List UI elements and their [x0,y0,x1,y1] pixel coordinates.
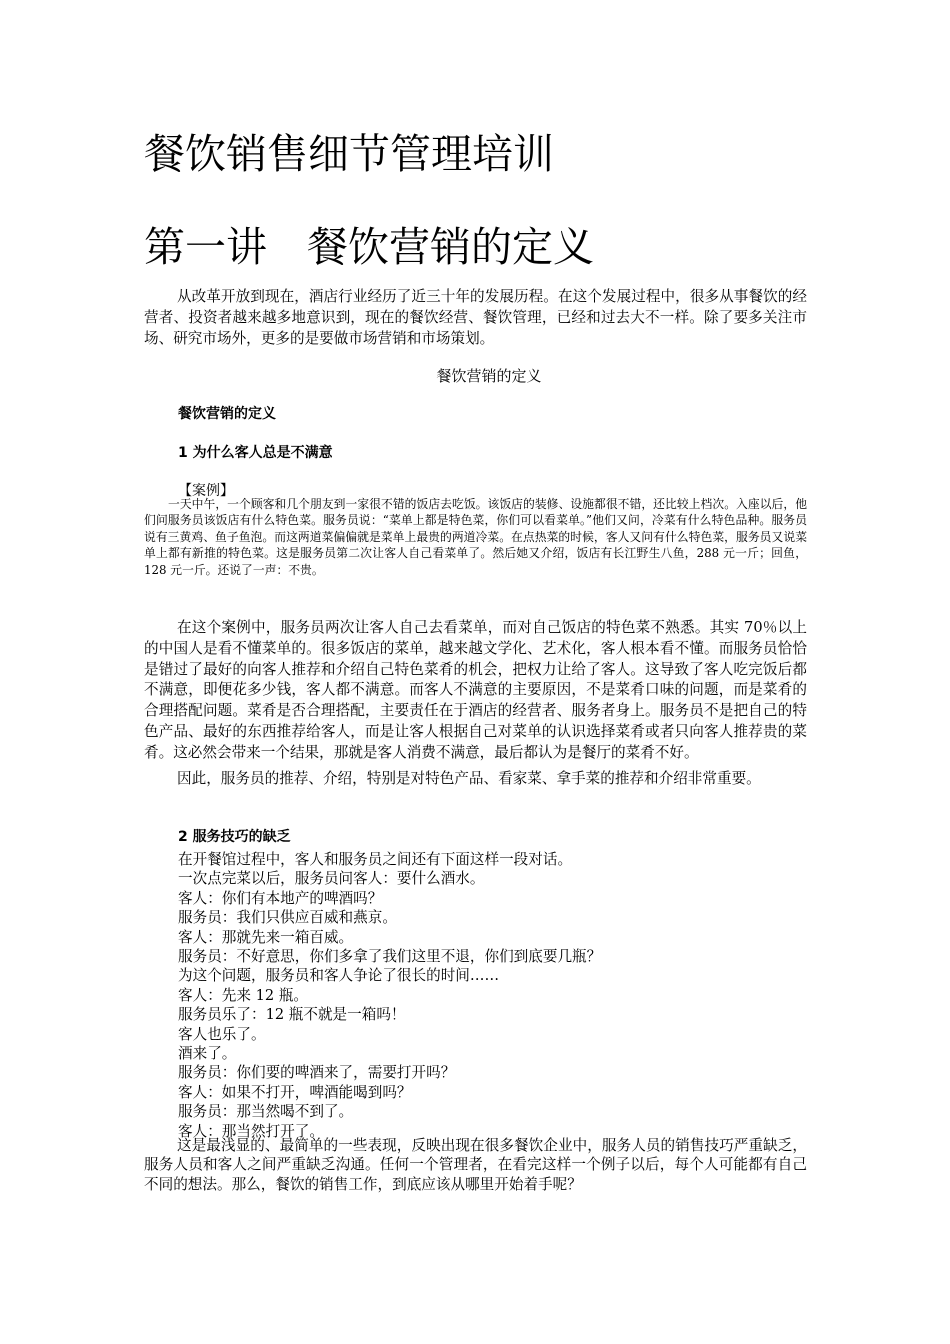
dialogue-line: 客人：如果不打开，啤酒能喝到吗？ [178,1083,412,1101]
dialogue-line: 客人：那当然打开了。 [178,1122,324,1140]
conclusion-paragraph: 因此，服务员的推荐、介绍，特别是对特色产品、看家菜、拿手菜的推荐和介绍非常重要。 [177,770,761,787]
case-text: 一天中午，一个顾客和几个朋友到一家很不错的饭店去吃饭。该饭店的装修、设施都很不错，还比较上档次。入座以后，他们问服务员该饭店有什么特色菜。服务员说：“菜单上都是特色菜，你们可以看菜单。”他们又问，冷菜有什么特色品种。服务员说有三黄鸡、鱼子鱼泡。而这两道菜偏偏就是菜单上最贵的两道冷菜。在点热菜的时候，客人又问有什么特色菜，服务员又说菜单上都有新推的特色菜。这是服务员第二次让客人自己看菜单了。然后她又介绍，饭店有长江野生八鱼，288 元一斤；回鱼，128 元一斤。还说了一声：不贵。 [144,497,807,577]
dialogue-block [178,850,808,1141]
dialogue-line: 服务员：不好意思，你们多拿了我们这里不退，你们到底要几瓶？ [178,948,602,966]
dialogue-line: 服务员：你们要的啤酒来了，需要打开吗？ [178,1064,456,1082]
center-heading: 餐饮营销的定义 [436,367,542,385]
section1-title: 1 为什么客人总是不满意 [178,445,333,461]
lecture-title: 餐饮营销的定义 [307,223,594,271]
analysis-paragraph: 在这个案例中，服务员两次让客人自己去看菜单，而对自己饭店的特色菜不熟悉。其实 70％以上的中国人是看不懂菜单的。很多饭店的菜单，越来越文学化、艺术化，客人根本看不懂。而服务员恰恰是错过了最好的向客人推荐和介绍自己特色菜肴的机会，把权力让给了客人。这导致了客人吃完饭后都不满意，即便花多少钱，客人都不满意。而客人不满意的主要原因，不是菜肴口味的问题，而是菜肴的合理搭配问题。菜肴是否合理搭配，主要责任在于酒店的经营者、服务者身上。服务员不是把自己的特色产品、最好的东西推荐给客人，而是让客人根据自己对菜单的认识选择菜肴或者只向客人推荐贵的菜肴。这必然会带来一个结果，那就是客人消费不满意，最后都认为是餐厅的菜肴不好。 [144,619,807,761]
sub-heading: 餐饮营销的定义 [178,406,276,422]
intro-paragraph: 从改革开放到现在，酒店行业经历了近三十年的发展历程。在这个发展过程中，很多从事餐饮的经营者、投资者越来越多地意识到，现在的餐饮经营、餐饮管理，已经和过去大不一样。除了要多关注市场、研究市场外，更多的是要做市场营销和市场策划。 [144,288,807,347]
dialogue-line: 客人：先来 12 瓶。 [178,986,309,1004]
lecture-heading [144,224,594,270]
closing-paragraph: 这是最浅显的、最简单的一些表现，反映出现在很多餐饮企业中，服务人员的销售技巧严重缺乏，服务人员和客人之间严重缺乏沟通。任何一个管理者，在看完这样一个例子以后，每个人可能都有自己不同的想法。那么，餐饮的销售工作，到底应该从哪里开始着手呢？ [144,1137,807,1193]
case-label: 【案例】 [178,483,234,499]
dialogue-line: 酒来了。 [178,1045,237,1063]
dialogue-line: 一次点完菜以后，服务员问客人：要什么酒水。 [178,870,485,888]
dialogue-line: 服务员：我们只供应百威和燕京。 [178,909,397,927]
document-title: 餐饮销售细节管理培训 [144,130,554,178]
dialogue-line: 服务员乐了：12 瓶不就是一箱吗！ [178,1006,406,1024]
dialogue-line: 客人：你们有本地产的啤酒吗？ [178,889,383,907]
lecture-number: 第一讲 [144,223,267,271]
dialogue-line: 客人：那就先来一箱百威。 [178,928,354,946]
dialogue-line: 服务员：那当然喝不到了。 [178,1103,354,1121]
dialogue-line: 为这个问题，服务员和客人争论了很长的时间…… [178,967,500,985]
section2-title: 2 服务技巧的缺乏 [178,829,291,845]
dialogue-line: 在开餐馆过程中，客人和服务员之间还有下面这样一段对话。 [178,851,573,868]
dialogue-line: 客人也乐了。 [178,1025,266,1043]
